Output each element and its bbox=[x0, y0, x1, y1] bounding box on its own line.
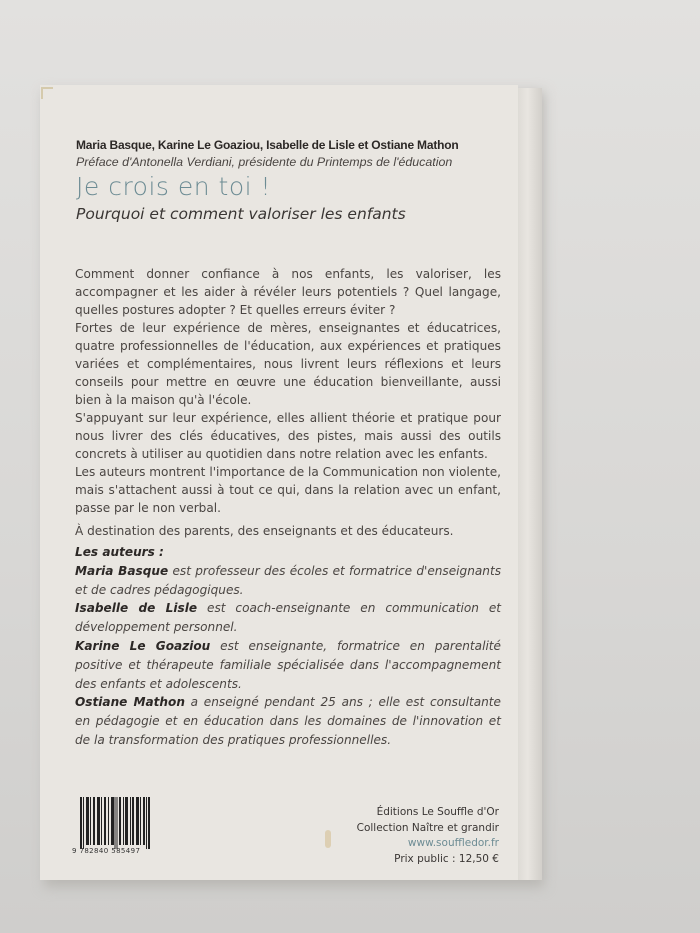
author-name: Isabelle de Lisle bbox=[75, 601, 198, 616]
blurb-paragraph: Fortes de leur expérience de mères, enseignantes et éducatrices, quatre professionnelles de l'éducation, aux expériences et pratiques variées et complémentaires, nous livrent leurs réflexions et leurs conseils pour mettre en œuvre une éducation bienveillante, aussi bien à la maison qu'à l'école. bbox=[75, 321, 501, 407]
preface-line: Préface d'Antonella Verdiani, présidente du Printemps de l'éducation bbox=[76, 155, 453, 169]
publisher-name: Éditions Le Souffle d'Or bbox=[376, 806, 499, 818]
author-description: a enseigné pendant 25 ans ; elle est consultante en pédagogie et en éducation dans les domaines de l'innovation et de la transformation des pratiques professionnelles. bbox=[75, 695, 501, 747]
author-bio bbox=[75, 599, 501, 637]
blurb-paragraph: S'appuyant sur leur expérience, elles allient théorie et pratique pour nous livrer des clés éducatives, des pistes, mais aussi des outils concrets à utiliser au quotidien dans notre relation avec les enfants. bbox=[75, 411, 501, 461]
barcode bbox=[80, 797, 150, 849]
author-description: est professeur des écoles et formatrice d'enseignants et de cadres pédagogiques. bbox=[75, 563, 501, 597]
cover-header bbox=[76, 138, 510, 223]
book-title: Je crois en toi ! bbox=[76, 172, 272, 201]
publisher-website: www.souffledor.fr bbox=[407, 837, 499, 849]
author-bio bbox=[75, 562, 501, 600]
price: Prix public : 12,50 € bbox=[394, 852, 499, 865]
publisher-info bbox=[357, 805, 499, 867]
author-name: Karine Le Goaziou bbox=[75, 638, 211, 653]
author-bios bbox=[75, 543, 501, 750]
blurb-paragraph: Les auteurs montrent l'importance de la Communication non violente, mais s'attachent aussi à tout ce qui, dans la relation avec un enfant, passe par le non verbal. bbox=[75, 465, 501, 515]
cover-blemish bbox=[325, 830, 331, 848]
author-description: est enseignante, formatrice en parentalité positive et thérapeute familiale spécialisée dans l'accompagnement des enfants et adolescents. bbox=[75, 638, 501, 691]
book-spine-edge bbox=[518, 88, 542, 880]
isbn-number: 9 782840 585497 bbox=[72, 847, 141, 855]
collection-name: Collection Naître et grandir bbox=[356, 821, 499, 834]
book-subtitle: Pourquoi et comment valoriser les enfants bbox=[76, 205, 406, 223]
blurb-paragraph: Comment donner confiance à nos enfants, les valoriser, les accompagner et les aider à révéler leurs potentiels ? Quel langage, quelles postures adopter ? Et quelles erreurs éviter ? bbox=[75, 267, 501, 317]
audience-line: À destination des parents, des enseignants et des éducateurs. bbox=[75, 524, 454, 538]
authors-line: Maria Basque, Karine Le Goaziou, Isabelle de Lisle et Ostiane Mathon bbox=[76, 138, 459, 152]
author-name: Maria Basque bbox=[75, 563, 169, 578]
corner-wear-mark bbox=[41, 87, 53, 99]
author-bio bbox=[75, 693, 501, 749]
blurb bbox=[75, 265, 501, 540]
author-bio bbox=[75, 637, 501, 693]
author-name: Ostiane Mathon bbox=[75, 695, 185, 710]
author-description: est coach-enseignante en communication et développement personnel. bbox=[75, 601, 501, 635]
bios-heading: Les auteurs : bbox=[75, 545, 164, 559]
